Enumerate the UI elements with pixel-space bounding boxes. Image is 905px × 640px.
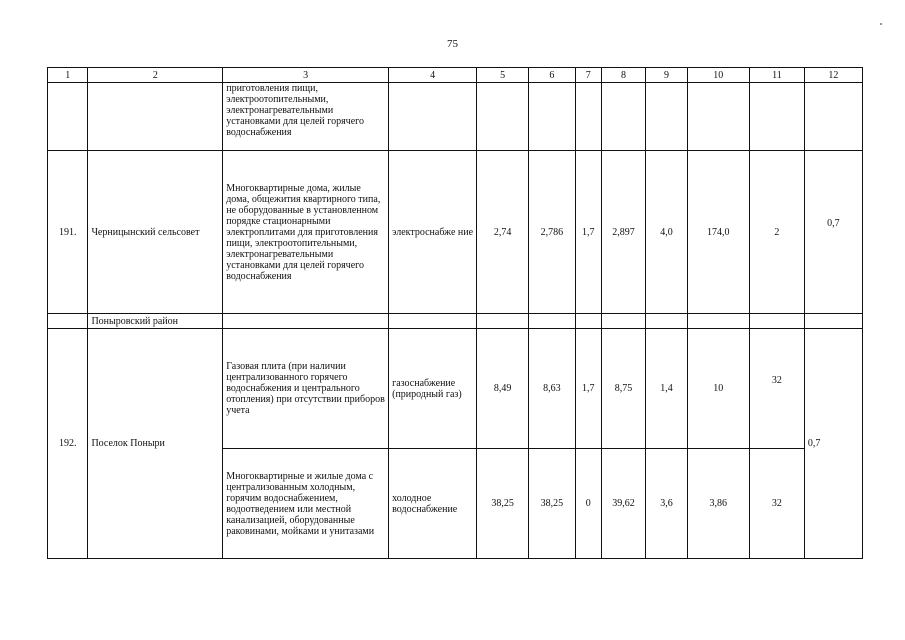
tariff-table [47, 67, 863, 559]
row-number: 191. [48, 151, 88, 314]
value-col12: 0,7 [804, 329, 862, 559]
value-col8: 2,897 [601, 151, 646, 314]
value-col11: 32 [749, 329, 804, 449]
value-col9: 4,0 [646, 151, 687, 314]
value-col10: 3,86 [687, 449, 749, 559]
description-cell: приготовления пищи, электроотопительными, электронагревательными установками для целей горячего водоснабжения [223, 83, 389, 151]
description-cell: Многоквартирные и жилые дома с централизованным холодным, горячим водоснабжением, водоотведением или местной канализацией, оборудованные раковинами, мойками и унитазами [223, 449, 389, 559]
value-col5: 8,49 [477, 329, 529, 449]
settlement-name: Поселок Поныри [88, 329, 223, 559]
header-cell: 7 [575, 68, 601, 83]
scan-speck [880, 23, 882, 25]
district-name: Поныровский район [88, 314, 223, 329]
header-cell: 4 [389, 68, 477, 83]
value-col9: 1,4 [646, 329, 687, 449]
value-col7: 1,7 [575, 329, 601, 449]
value-col11: 2 [749, 151, 804, 314]
settlement-name: Черницынский сельсовет [88, 151, 223, 314]
table-row-191 [48, 151, 863, 314]
continuation-row [48, 83, 863, 151]
value-col8: 8,75 [601, 329, 646, 449]
value-col7: 1,7 [575, 151, 601, 314]
service-cell: холодное водоснабжение [389, 449, 477, 559]
service-cell: газоснабжение (природный газ) [389, 329, 477, 449]
header-cell: 11 [749, 68, 804, 83]
value-col10: 10 [687, 329, 749, 449]
header-row [48, 68, 863, 83]
value-col6: 8,63 [529, 329, 576, 449]
value-col9: 3,6 [646, 449, 687, 559]
table-row-192-sub1 [48, 329, 863, 449]
value-col10: 174,0 [687, 151, 749, 314]
description-cell: Многоквартирные дома, жилые дома, общежития квартирного типа, не оборудованные в установленном порядке стационарными электроплитами для приготовления пищи, электроотопительными, электронагревательными установками для целей горячего водоснабжения [223, 151, 389, 314]
district-row [48, 314, 863, 329]
value-col12: 0,7 [804, 151, 862, 314]
value-col6: 38,25 [529, 449, 576, 559]
value-col8: 39,62 [601, 449, 646, 559]
header-cell: 1 [48, 68, 88, 83]
header-cell: 10 [687, 68, 749, 83]
value-col6: 2,786 [529, 151, 576, 314]
description-cell: Газовая плита (при наличии централизованного горячего водоснабжения и центрального отопления) при отсутствии приборов учета [223, 329, 389, 449]
row-number: 192. [48, 329, 88, 559]
header-cell: 6 [529, 68, 576, 83]
page-number: 75 [447, 38, 458, 50]
service-cell: электроснабже ние [389, 151, 477, 314]
value-col5: 38,25 [477, 449, 529, 559]
value-col5: 2,74 [477, 151, 529, 314]
header-cell: 12 [804, 68, 862, 83]
header-cell: 2 [88, 68, 223, 83]
header-cell: 9 [646, 68, 687, 83]
header-cell: 8 [601, 68, 646, 83]
value-col11: 32 [749, 449, 804, 559]
header-cell: 3 [223, 68, 389, 83]
header-cell: 5 [477, 68, 529, 83]
value-col7: 0 [575, 449, 601, 559]
